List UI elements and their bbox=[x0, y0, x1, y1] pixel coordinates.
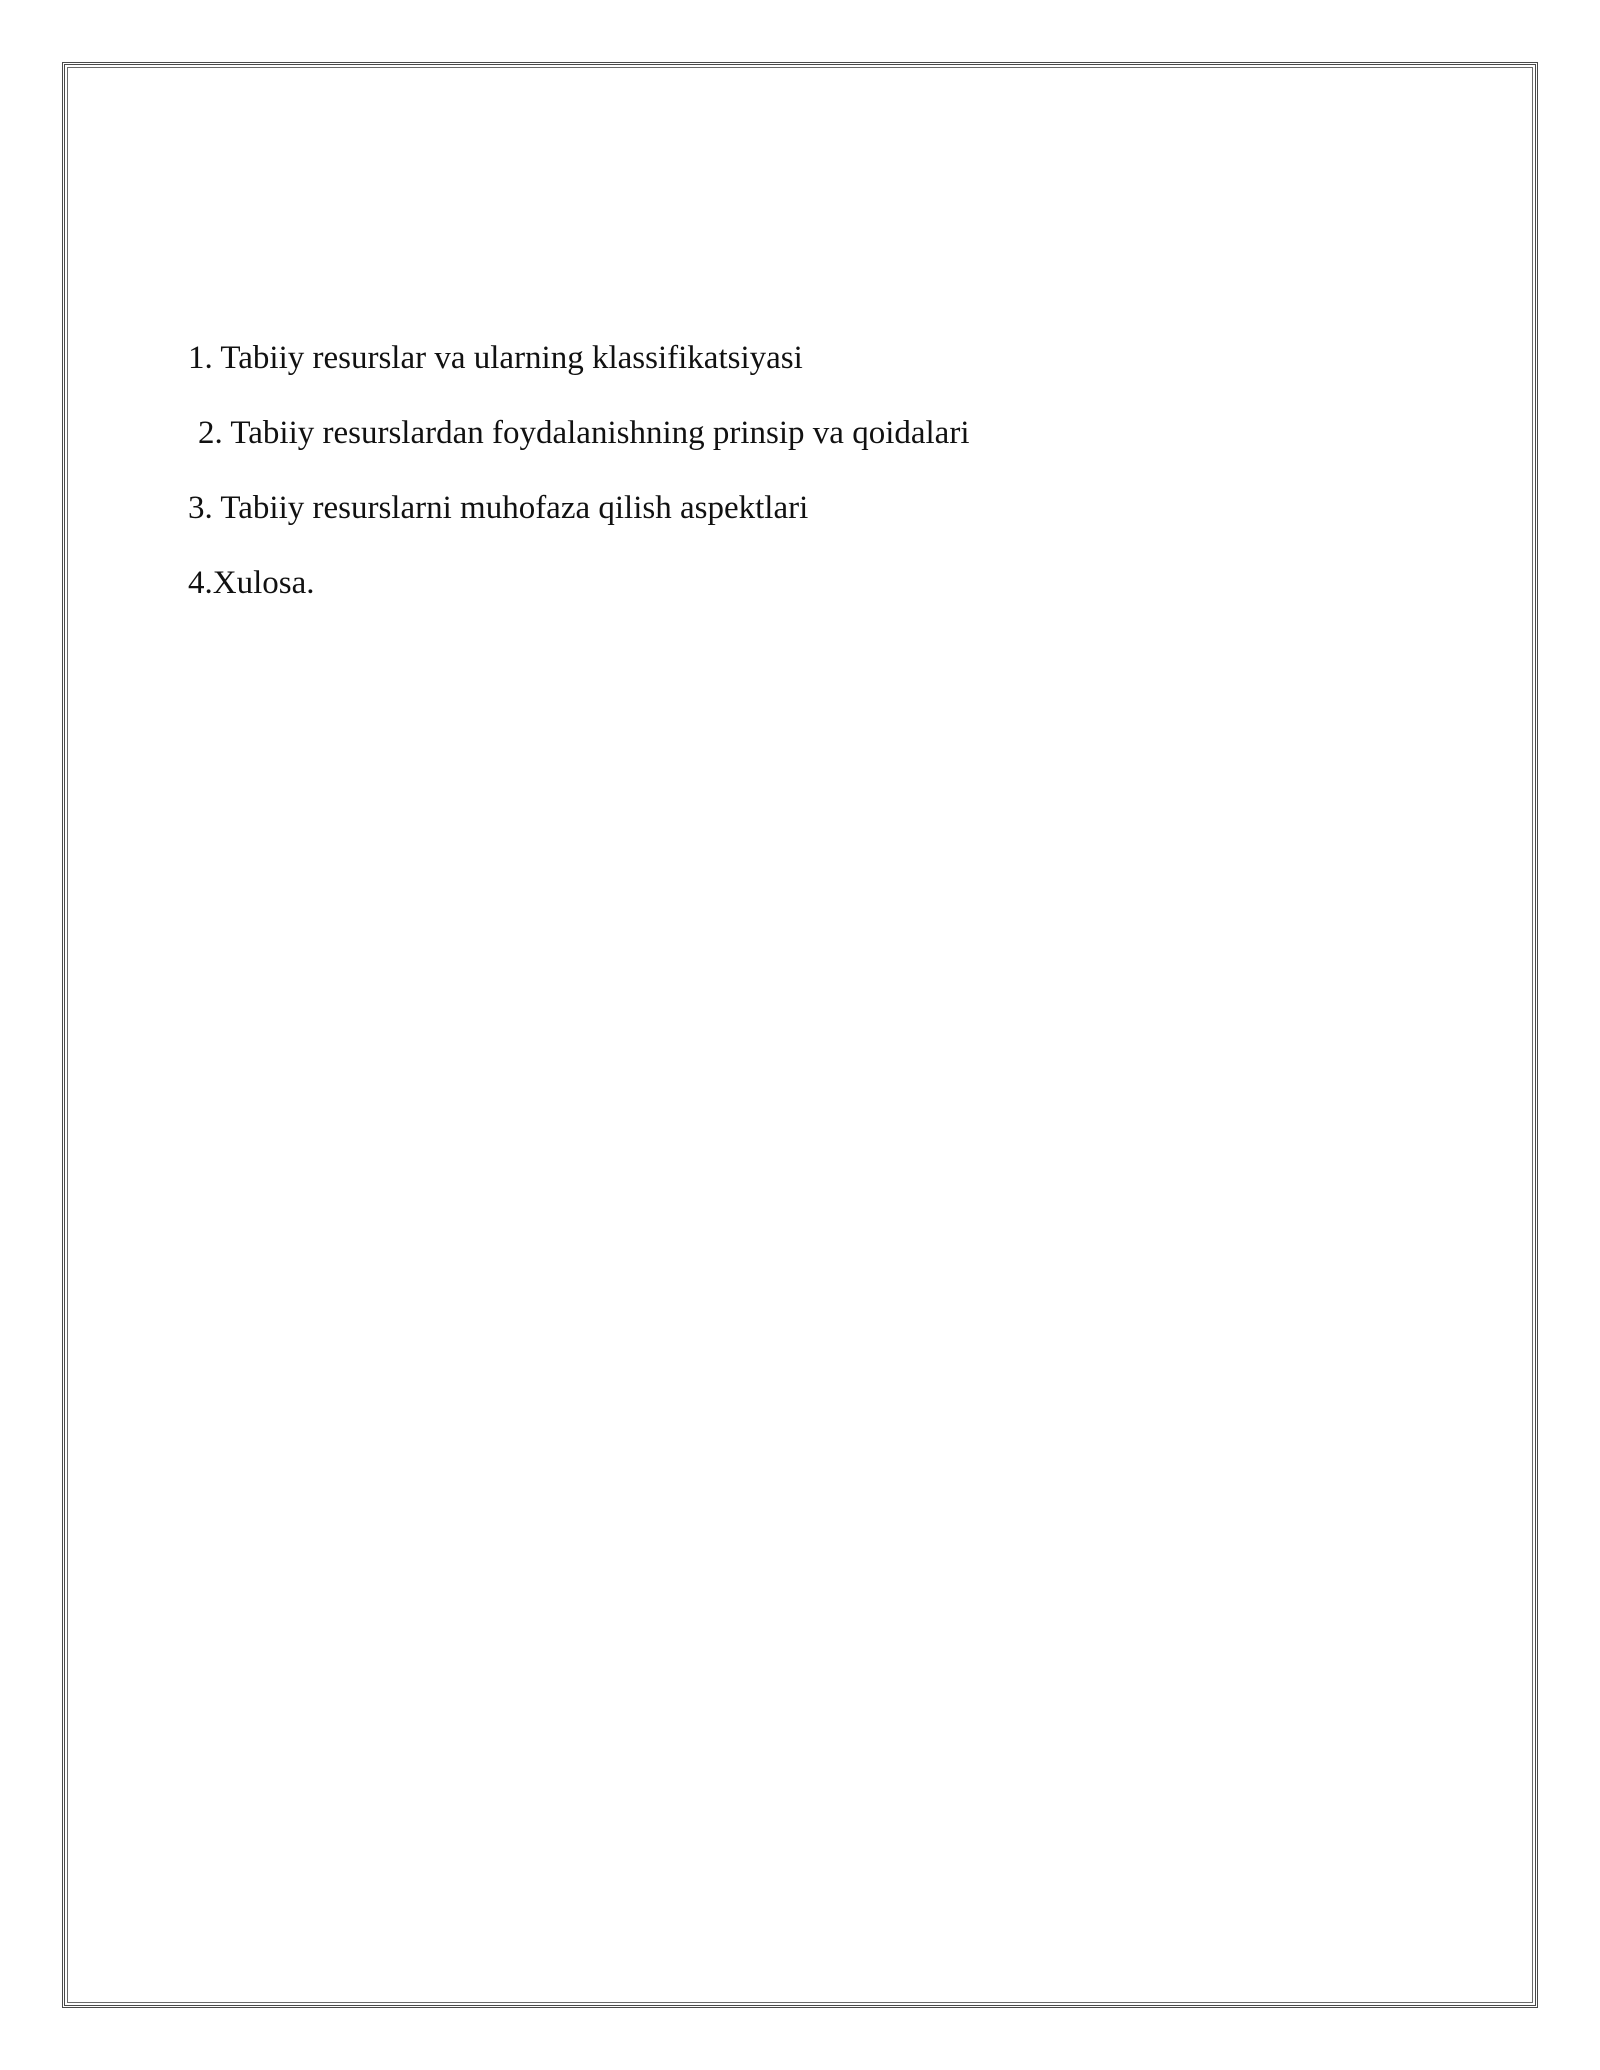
outline-item-3: 3. Tabiiy resurslarni muhofaza qilish aspektlari bbox=[188, 490, 809, 526]
contents-outline bbox=[188, 338, 970, 638]
outline-item-2: 2. Tabiiy resurslardan foydalanishning prinsip va qoidalari bbox=[198, 415, 970, 451]
outline-item-4: 4.Xulosa. bbox=[188, 565, 315, 601]
outline-item-1: 1. Tabiiy resurslar va ularning klassifikatsiyasi bbox=[188, 340, 803, 376]
